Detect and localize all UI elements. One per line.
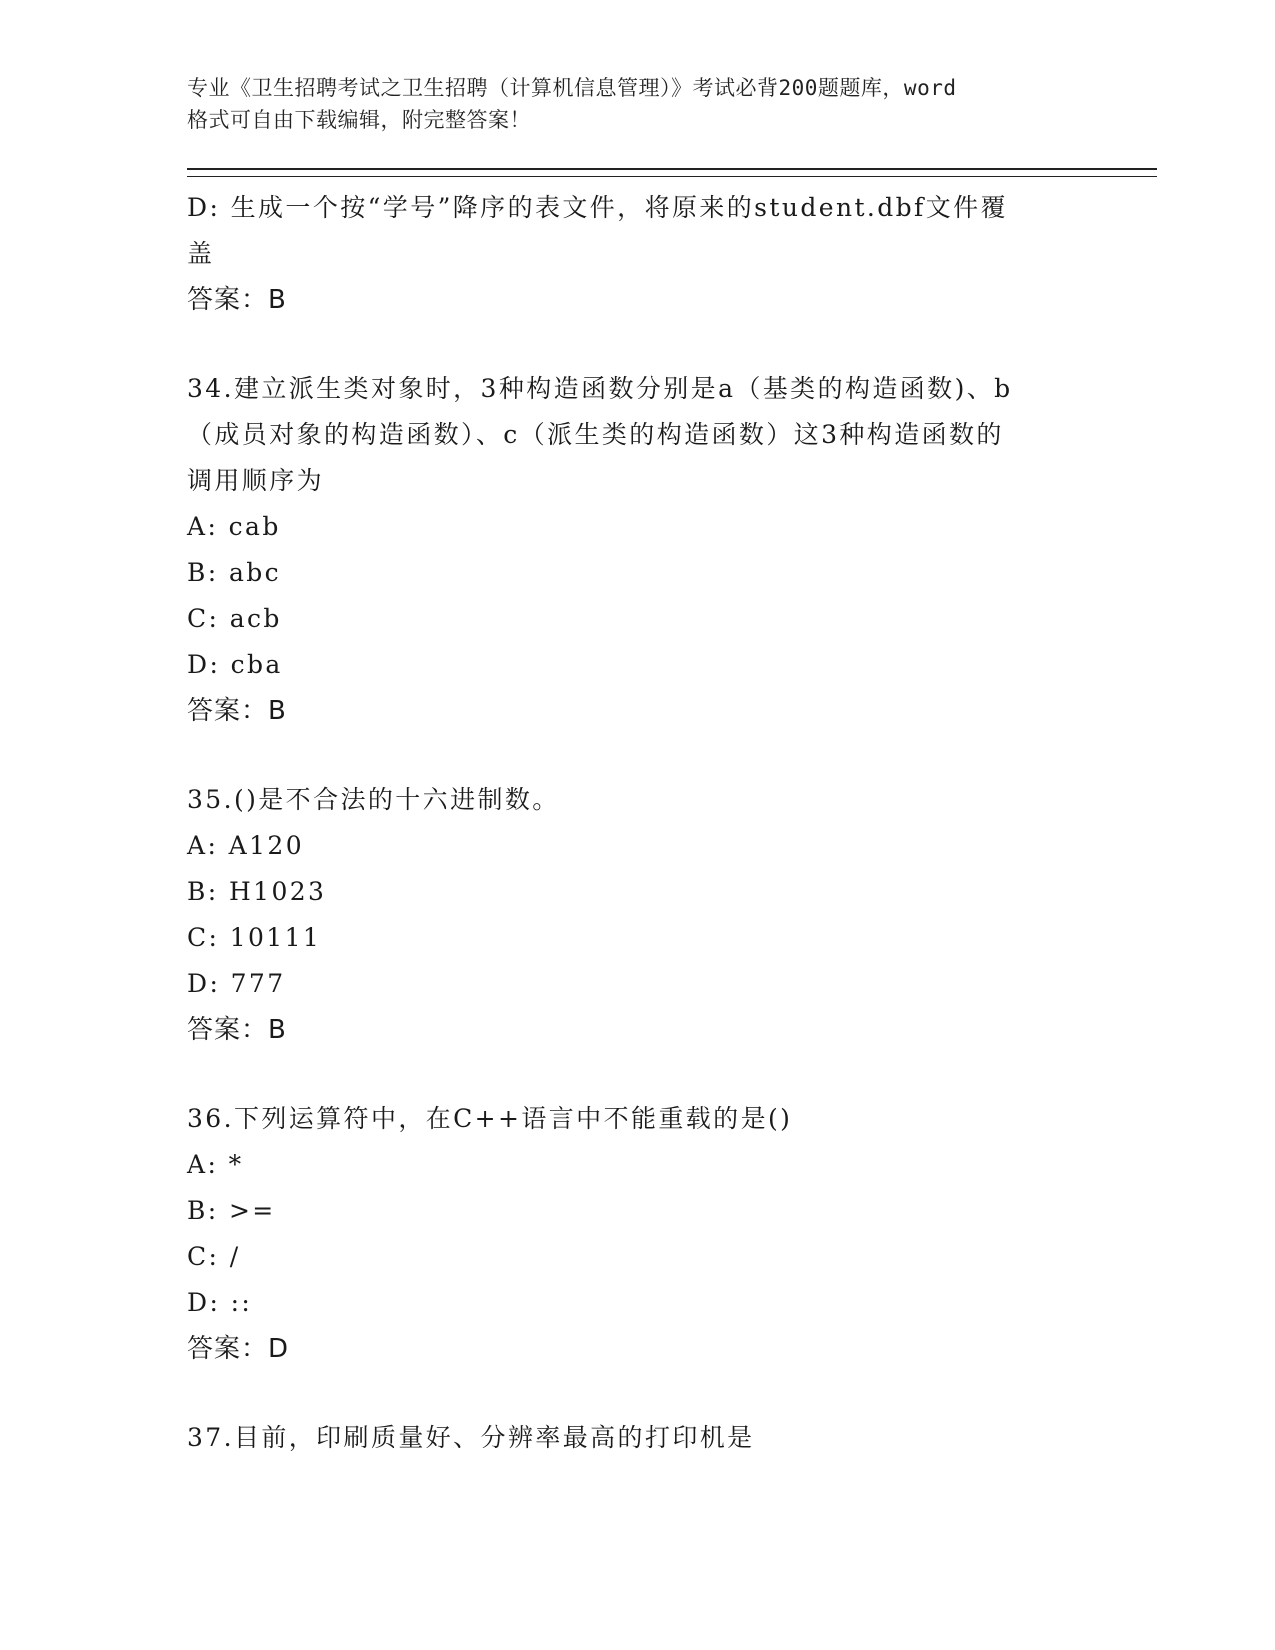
option-b: B: H1023 (187, 877, 327, 906)
answer: 答案：B (187, 285, 287, 315)
option-a: A: * (187, 1150, 244, 1179)
question-34 (187, 366, 1157, 734)
answer: 答案：D (187, 1334, 290, 1364)
question-text-line: 36.下列运算符中，在C++语言中不能重载的是() (187, 1104, 793, 1133)
option-d: D: 777 (187, 969, 286, 998)
question-text-line: 35.()是不合法的十六进制数。 (187, 785, 560, 814)
question-35 (187, 777, 1157, 1053)
document-body (187, 185, 1157, 1461)
option-a: A: cab (187, 512, 281, 541)
option-c: C: / (187, 1242, 241, 1271)
option-d: D: cba (187, 650, 283, 679)
option-d: D: :: (187, 1288, 253, 1317)
option-d: D: 生成一个按“学号”降序的表文件，将原来的student.dbf文件覆 (187, 193, 1008, 222)
header-line-1: 专业《卫生招聘考试之卫生招聘（计算机信息管理）》考试必背200题题库，word (187, 76, 957, 100)
option-b: B: abc (187, 558, 282, 587)
question-37 (187, 1415, 1157, 1461)
answer: 答案：B (187, 696, 287, 726)
question-text-line: 37.目前，印刷质量好、分辨率最高的打印机是 (187, 1423, 755, 1452)
option-c: C: 10111 (187, 923, 322, 952)
option-d-continued: 盖 (187, 239, 215, 268)
question-text-line: 调用顺序为 (187, 466, 325, 495)
question-36 (187, 1096, 1157, 1372)
document-header (187, 72, 1157, 136)
question-text-line: （成员对象的构造函数）、c（派生类的构造函数）这3种构造函数的 (187, 420, 1004, 449)
document-page (187, 72, 1157, 1461)
header-line-2: 格式可自由下载编辑，附完整答案！ (187, 108, 531, 132)
option-a: A: A120 (187, 831, 304, 860)
continued-question-block (187, 185, 1157, 323)
option-c: C: acb (187, 604, 282, 633)
header-divider (187, 168, 1157, 177)
answer: 答案：B (187, 1015, 287, 1045)
option-b: B: >= (187, 1196, 276, 1225)
question-text-line: 34.建立派生类对象时，3种构造函数分别是a（基类的构造函数)、b (187, 374, 1013, 403)
